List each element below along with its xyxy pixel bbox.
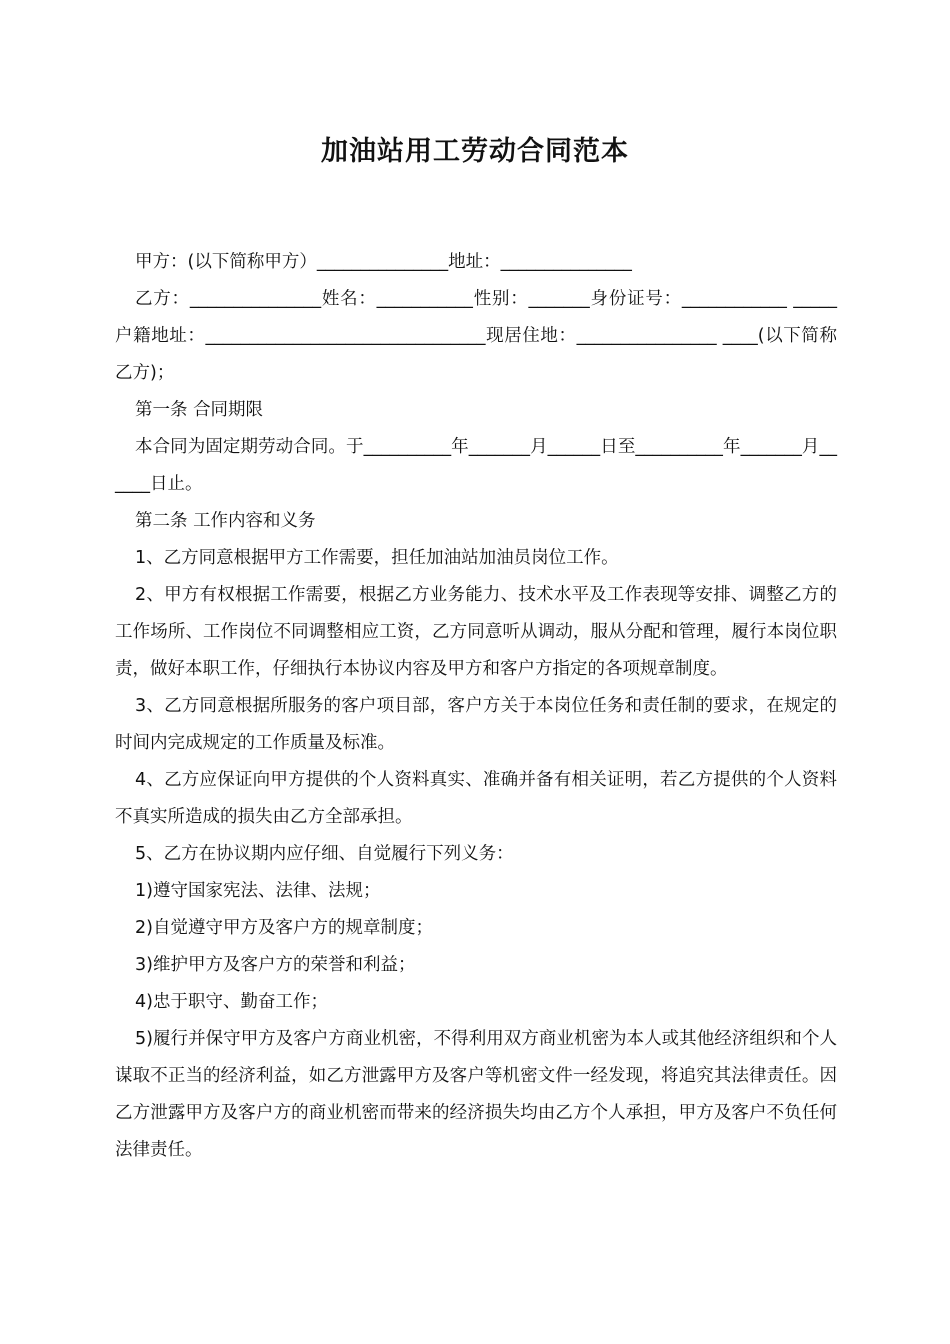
clause-1: 1、乙方同意根据甲方工作需要，担任加油站加油员岗位工作。 bbox=[135, 548, 619, 568]
party-b-line: 乙方：_______________姓名：___________性别：_______身份证号：____________ _____ 户籍地址：________________________________现居住地：________________ ____(以下简称乙方)； bbox=[115, 289, 837, 383]
party-a-line: 甲方：(以下简称甲方）_______________地址：_______________ bbox=[135, 252, 632, 272]
document-body bbox=[115, 244, 837, 1169]
duty-1: 1)遵守国家宪法、法律、法规； bbox=[135, 881, 381, 901]
clause-4: 4、乙方应保证向甲方提供的个人资料真实、准确并备有相关证明，若乙方提供的个人资料不真实所造成的损失由乙方全部承担。 bbox=[115, 770, 837, 827]
article-2-heading: 第二条 工作内容和义务 bbox=[135, 511, 316, 531]
duty-5: 5)履行并保守甲方及客户方商业机密，不得利用双方商业机密为本人或其他经济组织和个人谋取不正当的经济利益，如乙方泄露甲方及客户等机密文件一经发现，将追究其法律责任。因乙方泄露甲方及客户方的商业机密而带来的经济损失均由乙方个人承担，甲方及客户不负任何法律责任。 bbox=[115, 1029, 837, 1160]
contract-term-paragraph: 本合同为固定期劳动合同。于__________年_______月______日至__________年_______月______日止。 bbox=[115, 437, 837, 494]
article-1-heading: 第一条 合同期限 bbox=[135, 400, 264, 420]
clause-3: 3、乙方同意根据所服务的客户项目部，客户方关于本岗位任务和责任制的要求，在规定的时间内完成规定的工作质量及标准。 bbox=[115, 696, 837, 753]
duty-2: 2)自觉遵守甲方及客户方的规章制度； bbox=[135, 918, 433, 938]
duty-4: 4)忠于职守、勤奋工作； bbox=[135, 992, 328, 1012]
duty-3: 3)维护甲方及客户方的荣誉和利益； bbox=[135, 955, 416, 975]
clause-2: 2、甲方有权根据工作需要，根据乙方业务能力、技术水平及工作表现等安排、调整乙方的工作场所、工作岗位不同调整相应工资，乙方同意听从调动，服从分配和管理，履行本岗位职责，做好本职工作，仔细执行本协议内容及甲方和客户方指定的各项规章制度。 bbox=[115, 585, 837, 679]
clause-5: 5、乙方在协议期内应仔细、自觉履行下列义务： bbox=[135, 844, 514, 864]
document-title: 加油站用工劳动合同范本 bbox=[321, 136, 629, 167]
